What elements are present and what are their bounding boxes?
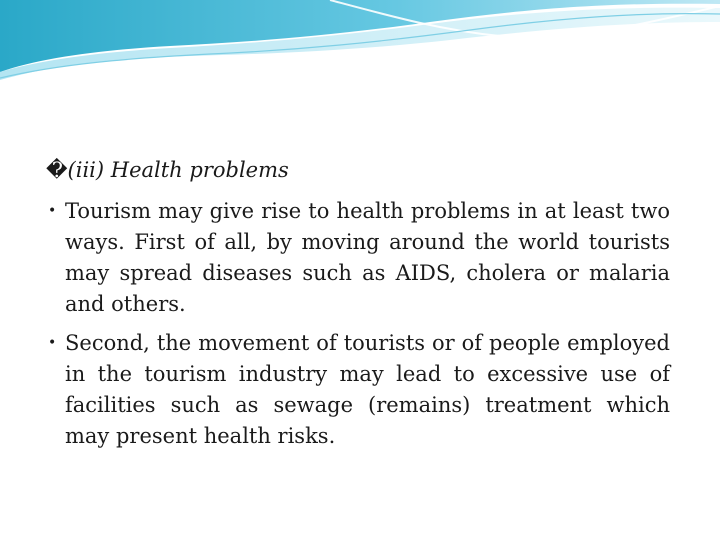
heading-bullet-glyph: � (46, 158, 68, 182)
bullet-item (48, 328, 670, 452)
bullet-text: Tourism may give rise to health problems in at least two ways. First of all, by moving around the world tourists may spread diseases such as AIDS, cholera or malaria and others. (65, 199, 670, 316)
header-wave-decoration (0, 0, 720, 90)
bullet-item (48, 196, 670, 320)
bullet-text: Second, the movement of tourists or of people employed in the tourism industry may lead to excessive use of facilities such as sewage (remains) treatment which may present health risks. (65, 331, 670, 448)
bullet-dot-icon: • (48, 335, 57, 351)
slide-heading (46, 158, 289, 182)
bullet-dot-icon: • (48, 203, 57, 219)
heading-text: (iii) Health problems (67, 158, 289, 182)
bullet-list (48, 196, 670, 460)
